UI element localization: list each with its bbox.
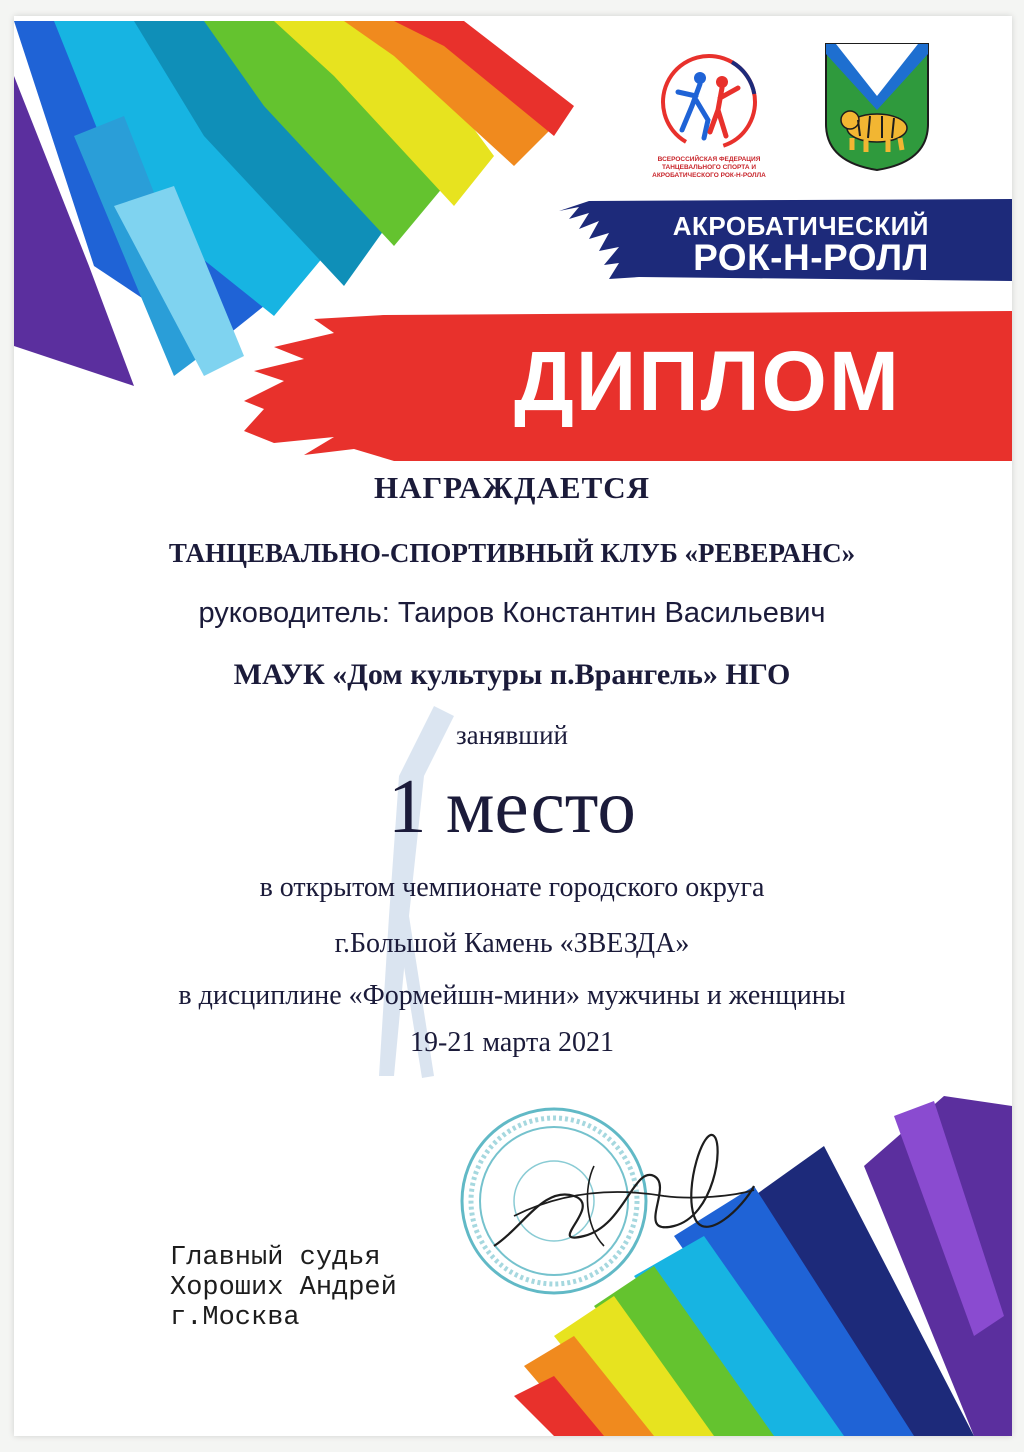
discipline-banner bbox=[559, 199, 1012, 287]
discipline-line: в дисциплине «Формейшн-мини» мужчины и женщины bbox=[178, 980, 846, 1011]
dancers-logo-icon bbox=[634, 48, 784, 158]
discipline-line-1: АКРОБАТИЧЕСКИЙ bbox=[672, 211, 929, 241]
event-dates: 19-21 марта 2021 bbox=[410, 1027, 614, 1058]
club-name: ТАНЦЕВАЛЬНО-СПОРТИВНЫЙ КЛУБ «РЕВЕРАНС» bbox=[168, 538, 856, 568]
event-line-1: в открытом чемпионате городского округа bbox=[259, 872, 765, 903]
title-banner bbox=[244, 311, 1012, 461]
awarded-heading: НАГРАЖДАЕТСЯ bbox=[373, 470, 651, 505]
judge-title: Главный судья bbox=[170, 1243, 381, 1273]
federation-logo bbox=[634, 48, 784, 198]
discipline-line-2: РОК-Н-РОЛЛ bbox=[693, 237, 929, 278]
coat-of-arms bbox=[822, 40, 932, 174]
judge-signature bbox=[484, 1126, 764, 1266]
taken-label: занявший bbox=[456, 720, 568, 750]
event-line-2: г.Большой Камень «ЗВЕЗДА» bbox=[334, 928, 690, 959]
tiger-coat-of-arms-icon bbox=[822, 40, 932, 174]
judge-city: г.Москва bbox=[170, 1303, 300, 1333]
club-leader: руководитель: Таиров Константин Васильевич bbox=[198, 597, 826, 629]
judge-name: Хороших Андрей bbox=[170, 1273, 397, 1303]
federation-caption: ВСЕРОССИЙСКАЯ ФЕДЕРАЦИЯ ТАНЦЕВАЛЬНОГО СПОРТА И АКРОБАТИЧЕСКОГО РОК-Н-РОЛЛА bbox=[652, 156, 766, 179]
organization-name: МАУК «Дом культуры п.Врангель» НГО bbox=[233, 658, 791, 691]
place-result: 1 место bbox=[388, 763, 636, 849]
judge-block bbox=[170, 1243, 397, 1333]
diploma-title: ДИПЛОМ bbox=[514, 334, 901, 428]
